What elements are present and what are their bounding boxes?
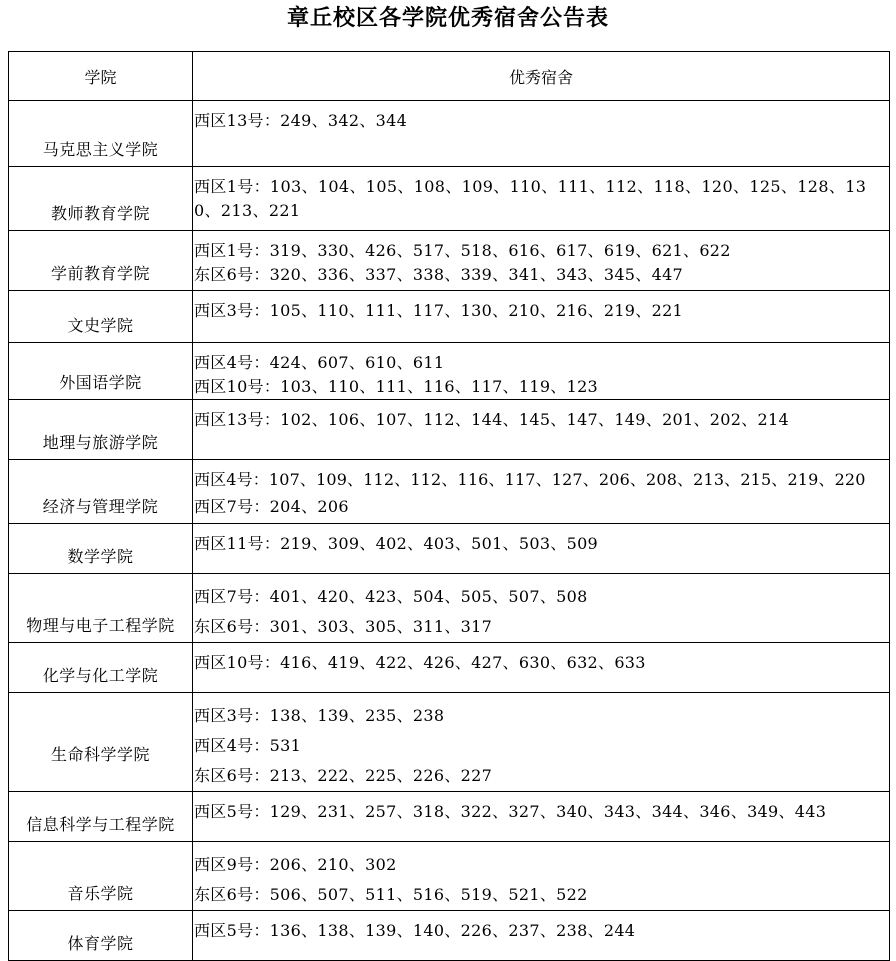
- table-row: [9, 911, 890, 961]
- table-row: [9, 792, 890, 842]
- dorms-cell: [193, 524, 890, 574]
- dorm-line: 东区6号：301、303、305、311、317: [194, 617, 493, 636]
- table-row: [9, 167, 890, 231]
- college-name: 地理与旅游学院: [42, 433, 159, 452]
- college-cell: [9, 101, 193, 167]
- dorm-line: 西区10号：103、110、111、116、117、119、123: [194, 377, 599, 396]
- college-name: 经济与管理学院: [42, 497, 159, 516]
- college-cell: [9, 400, 193, 460]
- college-cell: [9, 460, 193, 524]
- college-cell: [9, 693, 193, 792]
- table-row: [9, 842, 890, 911]
- college-cell: [9, 792, 193, 842]
- college-name: 教师教育学院: [50, 204, 150, 223]
- table-row: [9, 101, 890, 167]
- dorms-cell: [193, 911, 890, 961]
- college-cell: [9, 524, 193, 574]
- dorm-line: 西区3号：138、139、235、238: [194, 706, 445, 725]
- table-row: [9, 400, 890, 460]
- dorm-line: 西区7号：401、420、423、504、505、507、508: [194, 587, 588, 606]
- college-name: 外国语学院: [59, 373, 142, 392]
- college-cell: [9, 167, 193, 231]
- college-cell: [9, 842, 193, 911]
- table-row: [9, 460, 890, 524]
- table-row: [9, 343, 890, 400]
- dorm-line: 西区10号：416、419、422、426、427、630、632、633: [194, 653, 646, 672]
- table-row: [9, 291, 890, 343]
- college-name: 物理与电子工程学院: [26, 616, 175, 635]
- dorm-line: 西区3号：105、110、111、117、130、210、216、219、221: [194, 301, 684, 320]
- dorms-cell: [193, 792, 890, 842]
- dorm-line: 西区13号：249、342、344: [194, 111, 408, 130]
- dorm-line: 西区11号：219、309、402、403、501、503、509: [194, 534, 599, 553]
- dorms-cell: [193, 343, 890, 400]
- dorm-line: 东区6号：213、222、225、226、227: [194, 766, 493, 785]
- dorms-cell: [193, 460, 890, 524]
- dorms-cell: [193, 574, 890, 643]
- header-dorms: 优秀宿舍: [193, 52, 890, 101]
- table-row: [9, 693, 890, 792]
- header-college: 学院: [9, 52, 193, 101]
- college-cell: [9, 643, 193, 693]
- college-name: 文史学院: [67, 316, 134, 335]
- college-name: 马克思主义学院: [42, 140, 159, 159]
- header-row: [9, 52, 890, 101]
- dorms-cell: [193, 231, 890, 291]
- page-title: 章丘校区各学院优秀宿舍公告表: [286, 6, 609, 31]
- table-row: [9, 574, 890, 643]
- dorm-line: 西区7号：204、206: [194, 497, 349, 516]
- dorm-line: 东区6号：506、507、511、516、519、521、522: [194, 885, 588, 904]
- college-name: 化学与化工学院: [42, 666, 159, 685]
- dorms-cell: [193, 643, 890, 693]
- dorm-line: 西区13号：102、106、107、112、144、145、147、149、201、202、214: [194, 410, 789, 429]
- dorm-line: 西区4号：107、109、112、112、116、117、127、206、208、213、215、219、220: [194, 470, 866, 489]
- college-name: 音乐学院: [67, 884, 134, 903]
- dorm-line: 西区1号：319、330、426、517、518、616、617、619、621、622: [194, 241, 731, 260]
- dorm-line: 西区4号：424、607、610、611: [194, 353, 445, 372]
- dorms-cell: [193, 167, 890, 231]
- college-name: 信息科学与工程学院: [26, 815, 175, 834]
- dorms-cell: [193, 693, 890, 792]
- dorm-line: 西区9号：206、210、302: [194, 855, 397, 874]
- dorm-line: 西区4号：531: [194, 736, 302, 755]
- dorm-line: 西区1号：103、104、105、108、109、110、111、112、118、120、125、128、130、213、221: [194, 177, 867, 220]
- dorms-cell: [193, 400, 890, 460]
- dorm-line: 西区5号：129、231、257、318、322、327、340、343、344、346、349、443: [194, 802, 827, 821]
- college-name: 学前教育学院: [50, 264, 150, 283]
- dorm-line: 东区6号：320、336、337、338、339、341、343、345、447: [194, 265, 684, 284]
- dorm-line: 西区5号：136、138、139、140、226、237、238、244: [194, 921, 636, 940]
- college-name: 数学学院: [67, 547, 134, 566]
- dorms-cell: [193, 101, 890, 167]
- table-row: [9, 231, 890, 291]
- table-row: [9, 524, 890, 574]
- dorm-table: [8, 51, 890, 961]
- college-cell: [9, 231, 193, 291]
- dorms-cell: [193, 842, 890, 911]
- college-cell: [9, 291, 193, 343]
- college-cell: [9, 911, 193, 961]
- dorms-cell: [193, 291, 890, 343]
- college-cell: [9, 343, 193, 400]
- college-name: 生命科学学院: [50, 745, 150, 764]
- college-name: 体育学院: [67, 934, 134, 953]
- college-cell: [9, 574, 193, 643]
- table-row: [9, 643, 890, 693]
